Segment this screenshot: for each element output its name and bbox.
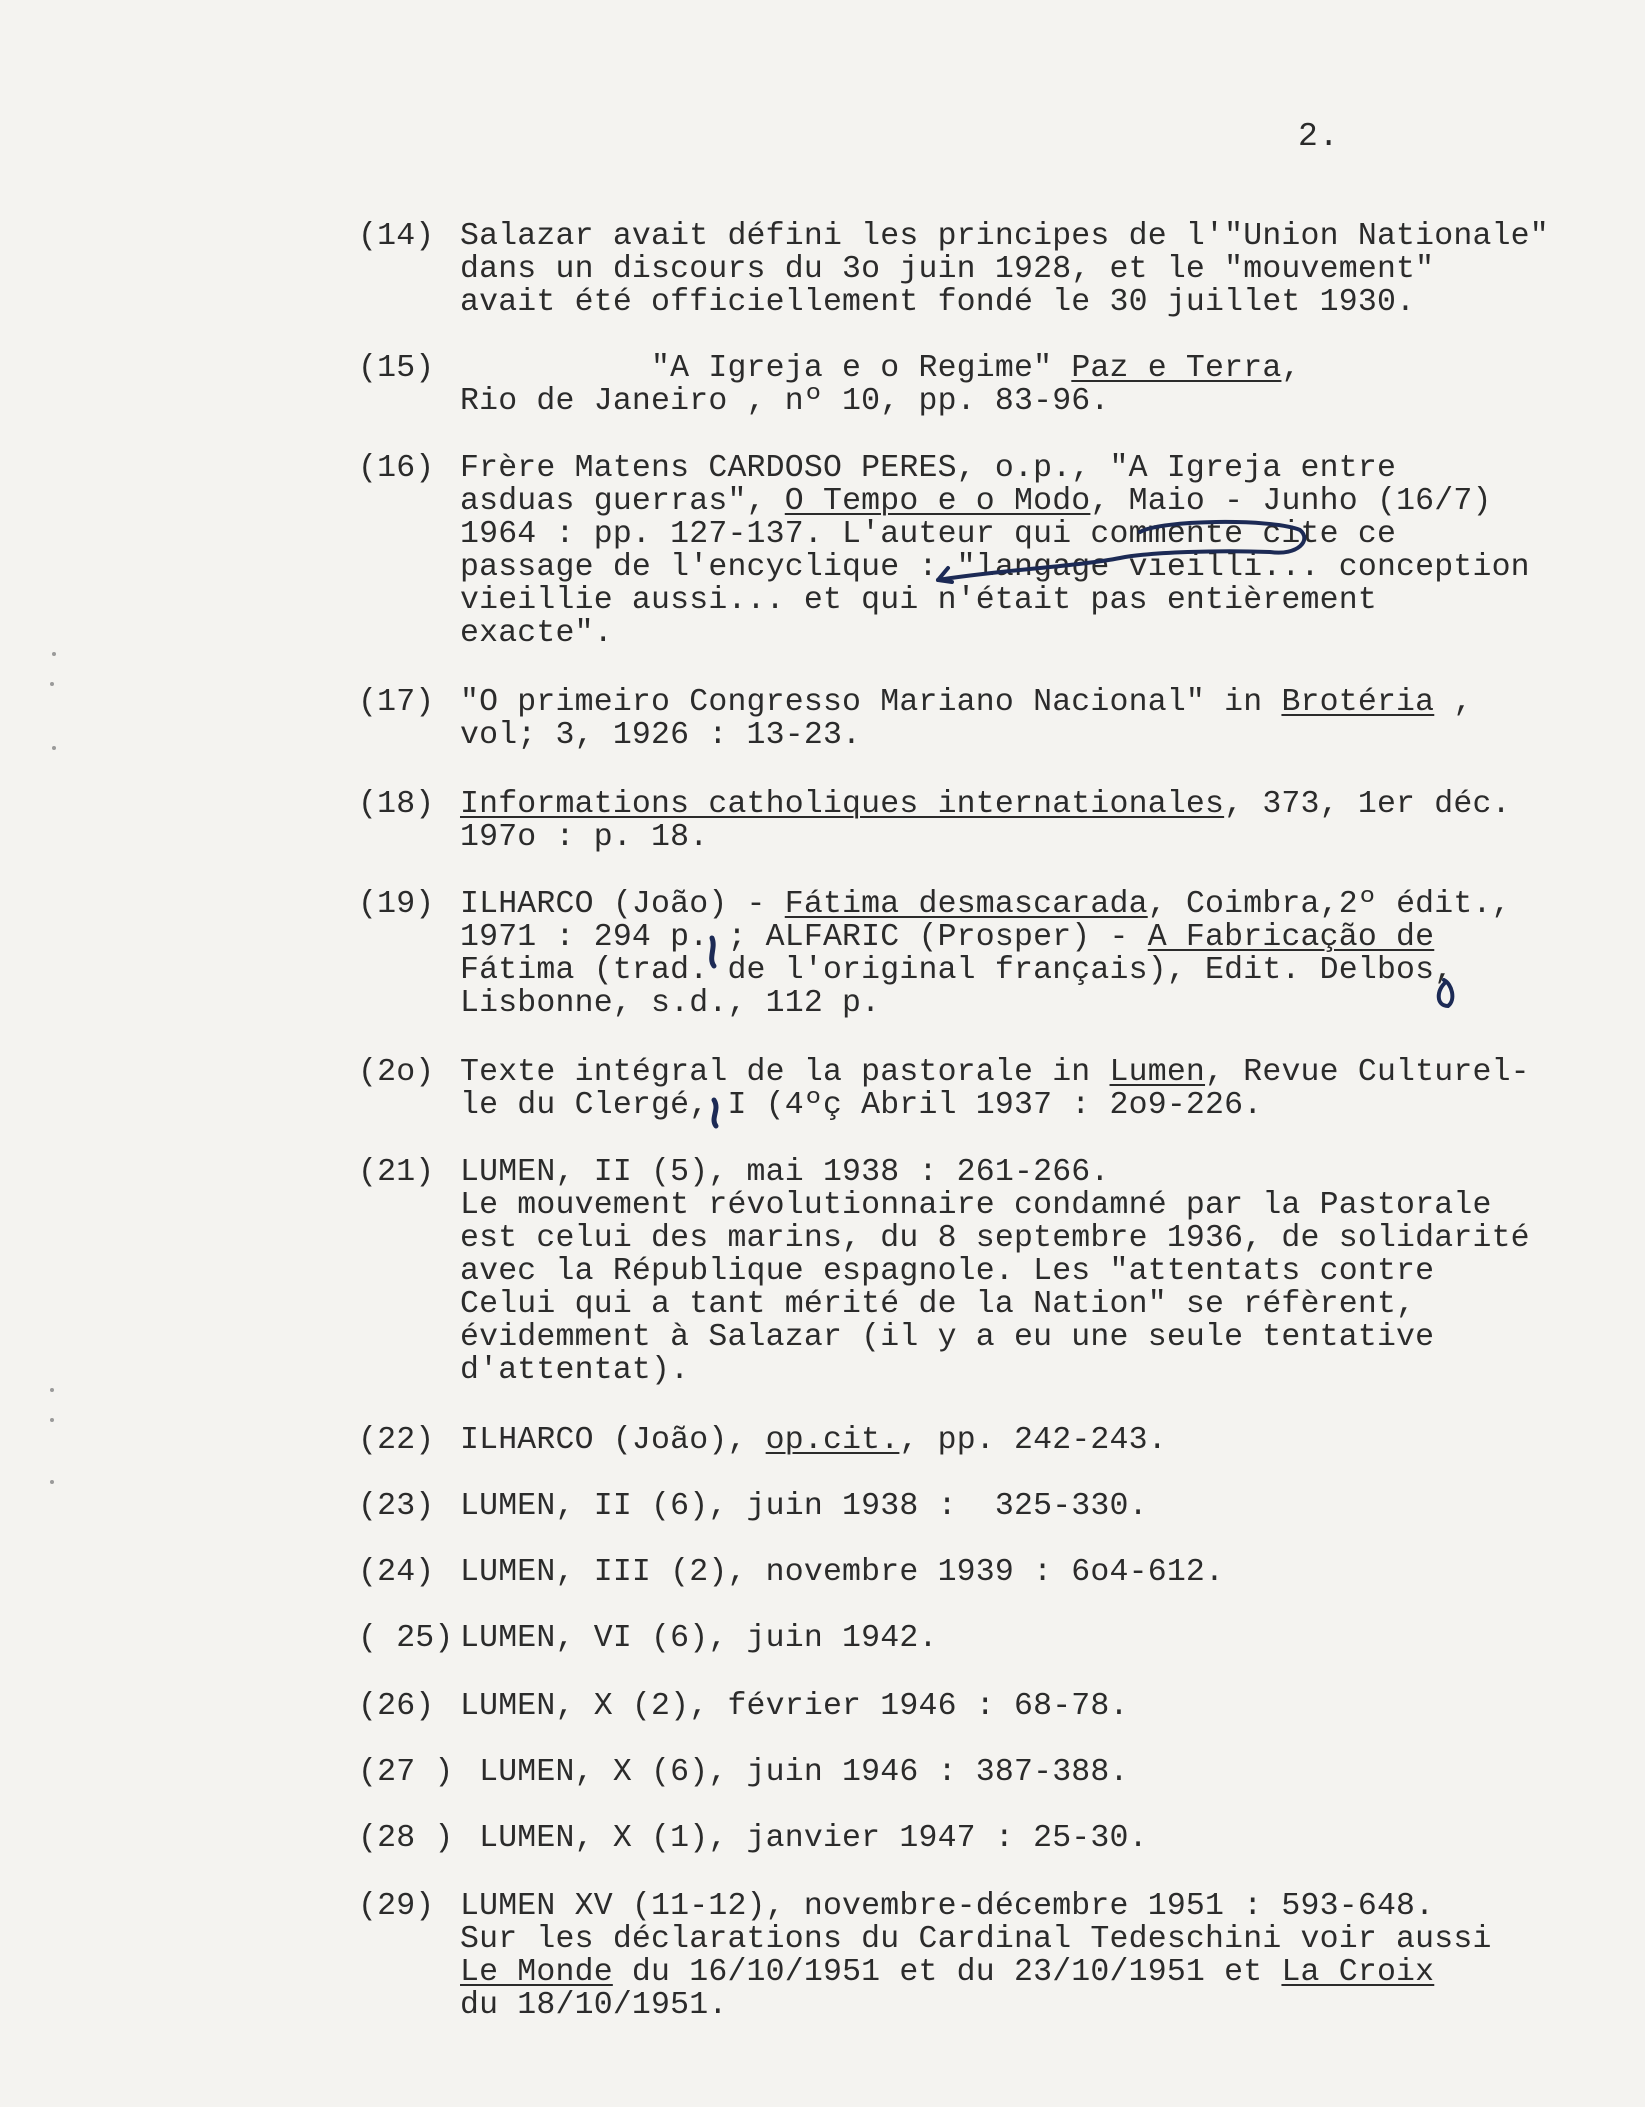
underlined-title: Paz e Terra <box>1071 351 1282 386</box>
text-segment: ILHARCO (João) - <box>460 887 785 922</box>
footnote-line <box>460 1255 1620 1288</box>
footnote-number: (19) <box>358 887 435 922</box>
text-segment: Celui qui a tant mérité de la Nation" se réfèrent, <box>460 1287 1416 1322</box>
footnote-text <box>460 1556 1620 1589</box>
underlined-title: A Fabricação de <box>1147 920 1435 955</box>
footnote-number: (21) <box>358 1155 435 1190</box>
footnote-line <box>460 1956 1620 1989</box>
footnote-number: (2o) <box>358 1055 435 1090</box>
footnote-line <box>460 719 1620 752</box>
footnote-line <box>460 551 1620 584</box>
page-number: 2. <box>1298 118 1340 155</box>
text-segment: LUMEN, VI (6), juin 1942. <box>460 1621 938 1656</box>
footnote-text <box>460 452 1620 650</box>
footnote-line <box>460 1089 1620 1122</box>
text-segment: Texte intégral de la pastorale in <box>460 1055 1110 1090</box>
footnote-line <box>460 1222 1620 1255</box>
text-segment: asduas guerras", <box>460 484 785 519</box>
footnote-line <box>460 385 1620 418</box>
footnote-line <box>460 1354 1620 1387</box>
text-segment: 1971 : 294 p. ; ALFARIC (Prosper) - <box>460 920 1148 955</box>
footnote-number: ( 25) <box>358 1621 454 1656</box>
underlined-title: La Croix <box>1281 1955 1435 1990</box>
footnote-line <box>460 1189 1620 1222</box>
footnote-line <box>460 1490 1620 1523</box>
text-segment: exacte". <box>460 616 613 651</box>
text-segment: LUMEN, III (2), novembre 1939 : 6o4-612. <box>460 1555 1225 1590</box>
footnote-line <box>460 452 1620 485</box>
underlined-title: O Tempo e o Modo <box>784 484 1091 519</box>
footnote-text <box>460 1690 1620 1723</box>
footnote-line <box>460 1923 1620 1956</box>
text-segment: du 16/10/1951 et du 23/10/1951 et <box>612 1955 1282 1990</box>
underlined-title: Informations catholiques internationales <box>460 787 1225 822</box>
footnote-number: (29) <box>358 1889 435 1924</box>
footnote-line <box>460 987 1620 1020</box>
footnote-text <box>460 352 1620 418</box>
underlined-title: Le Monde <box>460 1955 613 1990</box>
footnote-number: (24) <box>358 1555 435 1590</box>
underlined-title: op.cit. <box>765 1423 900 1458</box>
footnote-number: (26) <box>358 1689 435 1724</box>
punch-hole-mark <box>50 1388 54 1392</box>
text-segment: , pp. 242-243. <box>899 1423 1167 1458</box>
footnote-line <box>460 1989 1620 2022</box>
text-segment: Rio de Janeiro , nº 10, pp. 83-96. <box>460 384 1110 419</box>
footnote-text <box>460 1890 1620 2022</box>
text-segment: le du Clergé, I (4ºç Abril 1937 : 2o9-226. <box>460 1088 1263 1123</box>
text-segment: , Coimbra,2º édit., <box>1147 887 1511 922</box>
text-segment: Frère Matens CARDOSO PERES, o.p., "A Igreja entre <box>460 451 1397 486</box>
footnote-number: (17) <box>358 685 435 720</box>
text-segment: , <box>1434 685 1473 720</box>
punch-hole-mark <box>50 1480 54 1484</box>
footnote-line <box>460 1321 1620 1354</box>
text-segment: , <box>1281 351 1301 386</box>
footnote-number: (27 ) <box>358 1755 454 1790</box>
footnote-line <box>460 1756 1620 1789</box>
footnote-line <box>460 1890 1620 1923</box>
footnote-line <box>460 1690 1620 1723</box>
underlined-title: Fátima desmascarada <box>784 887 1148 922</box>
footnote-number: (16) <box>358 451 435 486</box>
footnote-line <box>460 617 1620 650</box>
footnote-number: (14) <box>358 219 435 254</box>
footnote-line <box>460 788 1620 821</box>
text-segment: avec la République espagnole. Les "attentats contre <box>460 1254 1435 1289</box>
footnote-text <box>460 888 1620 1020</box>
text-segment: , Revue Culturel- <box>1205 1055 1530 1090</box>
text-segment: LUMEN XV (11-12), novembre-décembre 1951 : 593-648. <box>460 1889 1435 1924</box>
text-segment: vieillie aussi... et qui n'était pas entièrement <box>460 583 1377 618</box>
footnote-line <box>460 1156 1620 1189</box>
punch-hole-mark <box>52 652 56 656</box>
footnote-line <box>460 1056 1620 1089</box>
footnote-line <box>460 821 1620 854</box>
footnote-line <box>460 286 1620 319</box>
punch-hole-mark <box>52 746 56 750</box>
footnote-line <box>460 1288 1620 1321</box>
footnote-text <box>460 686 1620 752</box>
text-segment: LUMEN, X (1), janvier 1947 : 25-30. <box>460 1821 1148 1856</box>
text-segment: 1964 : pp. 127-137. L'auteur qui commente cite ce <box>460 517 1397 552</box>
footnote-line <box>460 1622 1620 1655</box>
text-segment: LUMEN, X (6), juin 1946 : 387-388. <box>460 1755 1129 1790</box>
text-segment: Salazar avait défini les principes de l'"Union Nationale" <box>460 219 1549 254</box>
text-segment: évidemment à Salazar (il y a eu une seule tentative <box>460 1320 1435 1355</box>
footnote-number: (28 ) <box>358 1821 454 1856</box>
text-segment: avait été officiellement fondé le 30 juillet 1930. <box>460 285 1416 320</box>
underlined-title: Brotéria <box>1281 685 1435 720</box>
text-segment: LUMEN, X (2), février 1946 : 68-78. <box>460 1689 1129 1724</box>
text-segment: est celui des marins, du 8 septembre 1936, de solidarité <box>460 1221 1530 1256</box>
text-segment: Lisbonne, s.d., 112 p. <box>460 986 881 1021</box>
footnote-line <box>460 921 1620 954</box>
footnote-line <box>460 1556 1620 1589</box>
footnote-text <box>460 1756 1620 1789</box>
text-segment: , 373, 1er déc. <box>1224 787 1511 822</box>
text-segment: Sur les déclarations du Cardinal Tedeschini voir aussi <box>460 1922 1492 1957</box>
punch-hole-mark <box>50 682 54 686</box>
text-segment: 197o : p. 18. <box>460 820 709 855</box>
footnote-text <box>460 1822 1620 1855</box>
footnote-line <box>460 888 1620 921</box>
footnote-line <box>460 584 1620 617</box>
footnote-number: (23) <box>358 1489 435 1524</box>
footnote-line <box>460 1424 1620 1457</box>
footnote-line <box>460 253 1620 286</box>
text-segment: "O primeiro Congresso Mariano Nacional" in <box>460 685 1282 720</box>
punch-hole-mark <box>50 1418 54 1422</box>
text-segment: Fátima (trad. de l'original français), Edit. Delbos, <box>460 953 1454 988</box>
footnote-text <box>460 1424 1620 1457</box>
text-segment: ILHARCO (João), <box>460 1423 766 1458</box>
footnote-line <box>460 220 1620 253</box>
footnote-line <box>460 954 1620 987</box>
footnote-text <box>460 1490 1620 1523</box>
footnote-number: (15) <box>358 351 435 386</box>
text-segment: d'attentat). <box>460 1353 690 1388</box>
footnote-number: (18) <box>358 787 435 822</box>
footnote-text <box>460 1056 1620 1122</box>
text-segment: LUMEN, II (6), juin 1938 : 325-330. <box>460 1489 1148 1524</box>
footnote-line <box>460 352 1620 385</box>
text-segment: dans un discours du 3o juin 1928, et le "mouvement" <box>460 252 1435 287</box>
text-segment: passage de l'encyclique : "langage vieilli... conception <box>460 550 1530 585</box>
text-segment: "A Igreja e o Regime" <box>460 351 1072 386</box>
footnote-line <box>460 1822 1620 1855</box>
text-segment: Le mouvement révolutionnaire condamné par la Pastorale <box>460 1188 1492 1223</box>
text-segment: du 18/10/1951. <box>460 1988 728 2023</box>
footnote-text <box>460 1156 1620 1387</box>
footnote-line <box>460 518 1620 551</box>
footnote-line <box>460 686 1620 719</box>
footnote-line <box>460 485 1620 518</box>
footnote-text <box>460 220 1620 319</box>
text-segment: , Maio - Junho (16/7) <box>1090 484 1492 519</box>
text-segment: LUMEN, II (5), mai 1938 : 261-266. <box>460 1155 1110 1190</box>
footnote-text <box>460 788 1620 854</box>
footnote-text <box>460 1622 1620 1655</box>
text-segment: vol; 3, 1926 : 13-23. <box>460 718 862 753</box>
footnote-number: (22) <box>358 1423 435 1458</box>
underlined-title: Lumen <box>1109 1055 1206 1090</box>
